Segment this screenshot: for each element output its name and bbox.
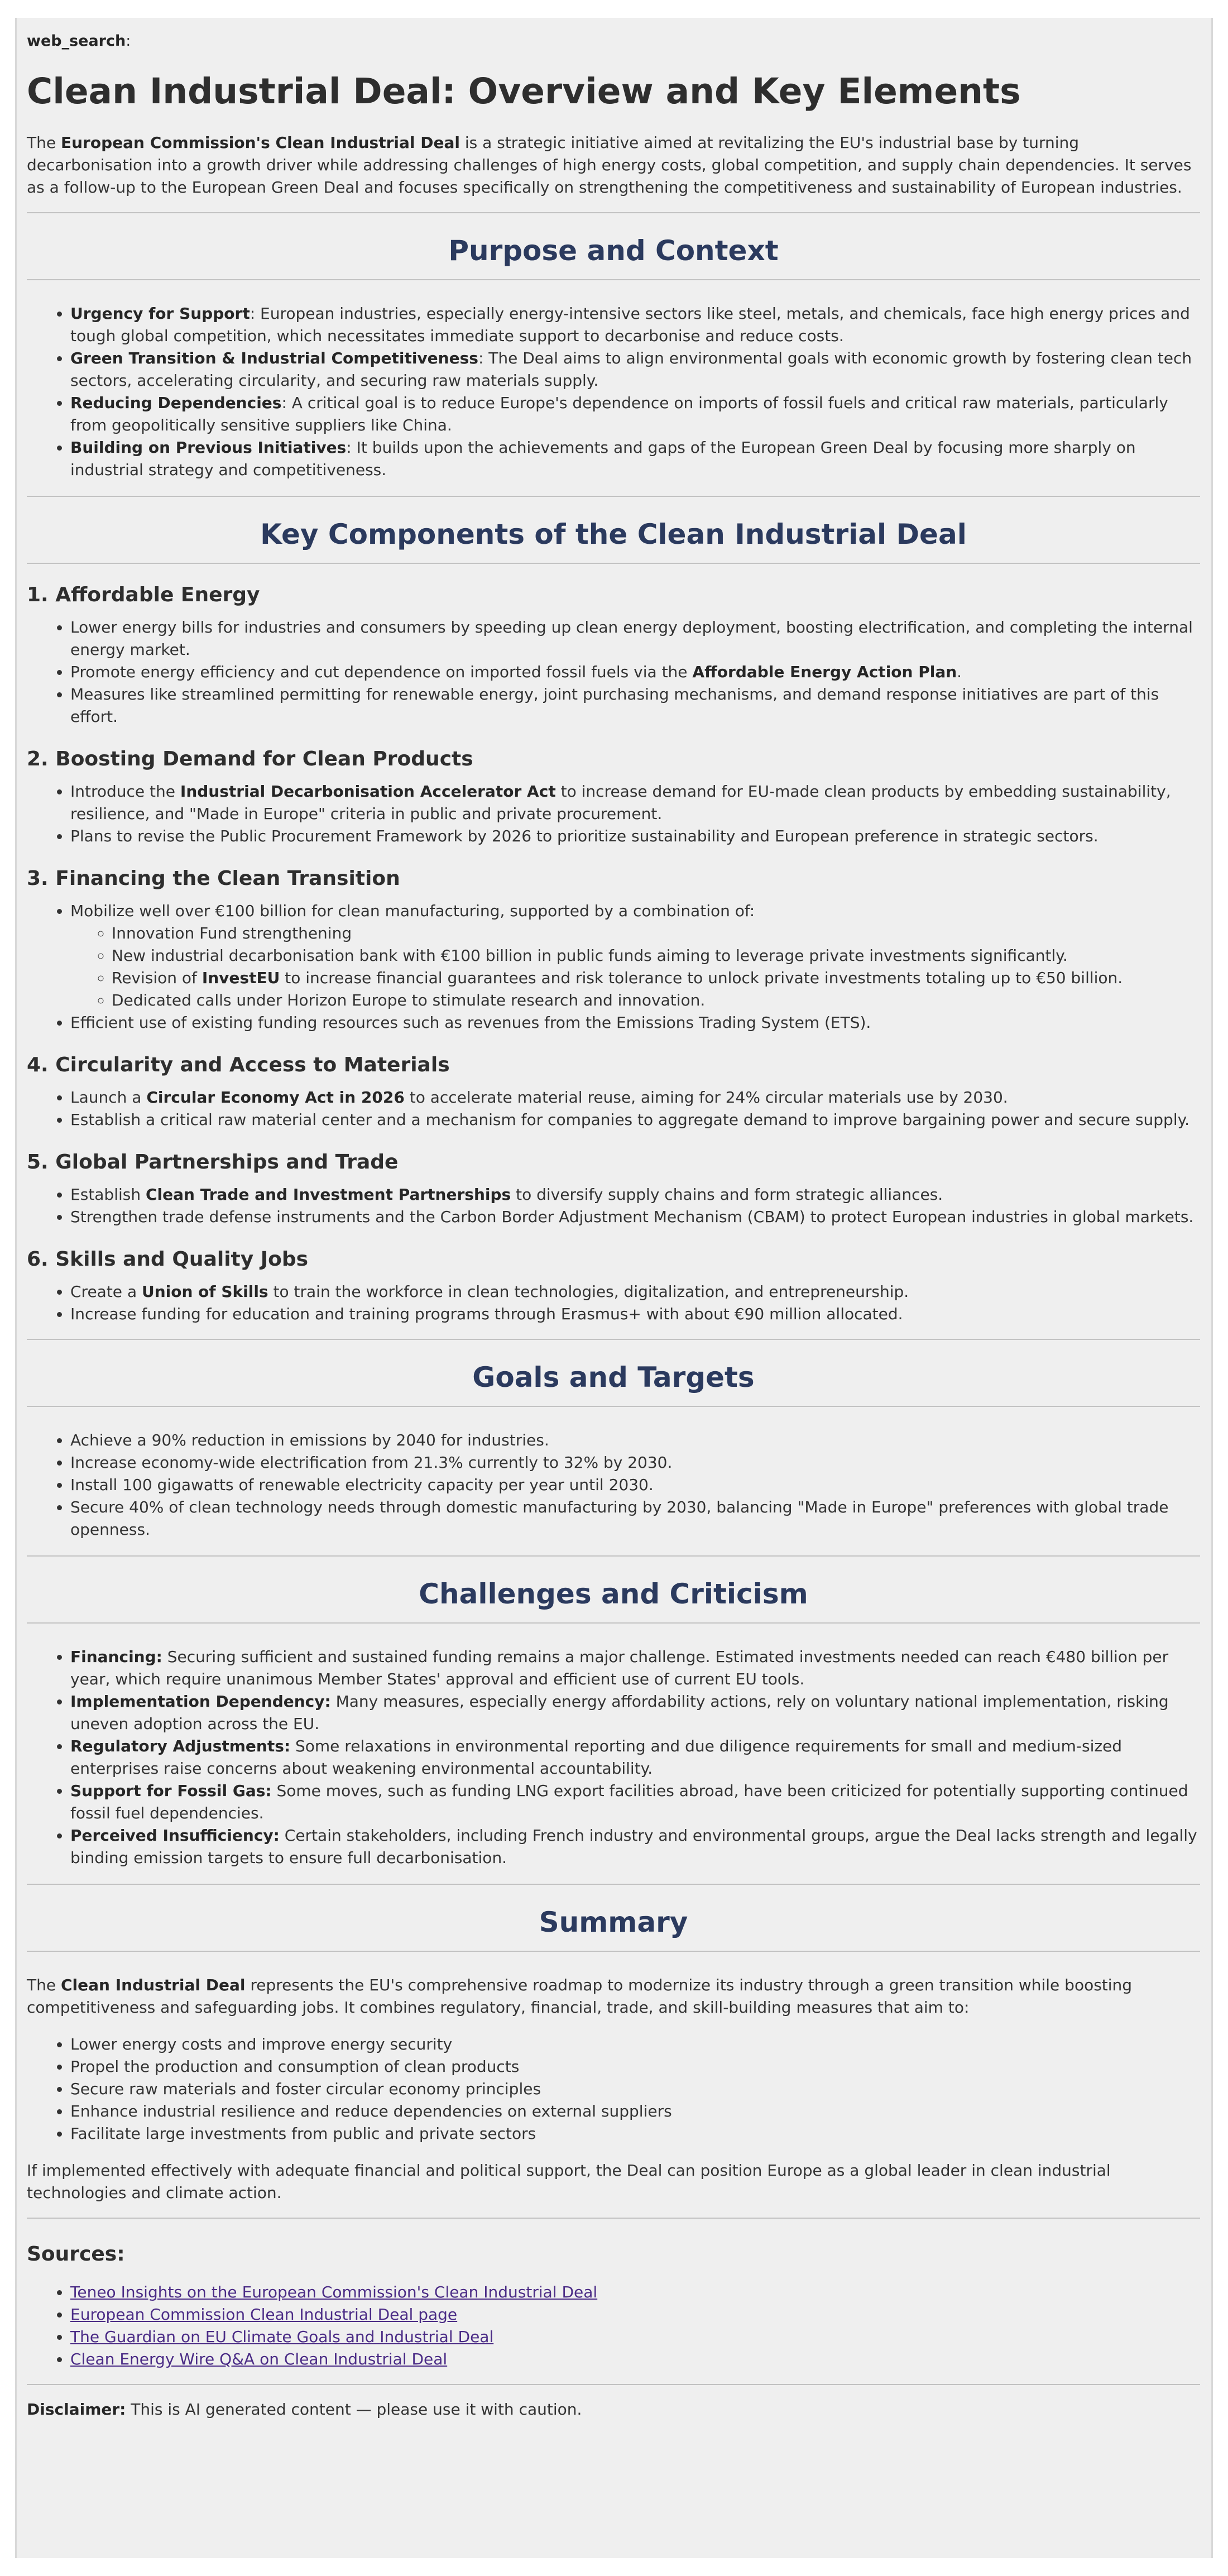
item-text: Create a	[70, 1282, 142, 1301]
list-item: • Increase funding for education and training programs through Erasmus+ with about €90 million allocated.	[70, 1303, 1200, 1325]
item-text: Promote energy efficiency and cut dependence on imported fossil fuels via the	[70, 663, 693, 681]
list-item: • Facilitate large investments from public and private sectors	[70, 2123, 1200, 2145]
source-item	[70, 2304, 1200, 2326]
item-term: Building on Previous Initiatives	[70, 438, 347, 457]
item-term: Green Transition & Industrial Competitiveness	[70, 349, 478, 367]
item-term: Industrial Decarbonisation Accelerator Act	[180, 782, 556, 801]
source-item	[70, 2348, 1200, 2371]
purpose-heading: Purpose and Context	[27, 213, 1200, 280]
skills-list	[27, 1281, 1200, 1325]
sub-list-item: ◦ Innovation Fund strengthening	[112, 922, 1200, 945]
list-item	[70, 661, 1200, 683]
list-item	[70, 1735, 1200, 1780]
source-link[interactable]: Clean Energy Wire Q&A on Clean Industrial Deal	[70, 2350, 448, 2368]
item-term: Affordable Energy Action Plan	[692, 663, 957, 681]
list-item: • Propel the production and consumption of clean products	[70, 2056, 1200, 2078]
energy-heading: 1. Affordable Energy	[27, 583, 260, 606]
demand-list	[27, 781, 1200, 848]
list-item	[70, 392, 1200, 437]
item-text: Launch a	[70, 1088, 147, 1107]
item-text: to increase demand for EU-made clean products by embedding sustainability, resilience, and "Made in Europe" criteria in public and private procurement.	[70, 782, 1171, 823]
sources-heading: Sources:	[27, 2243, 125, 2266]
source-link[interactable]: Teneo Insights on the European Commission's Clean Industrial Deal	[70, 2283, 598, 2301]
item-text: The	[27, 1976, 61, 1994]
disclaimer-label: Disclaimer:	[27, 2400, 126, 2419]
trade-heading: 5. Global Partnerships and Trade	[27, 1151, 399, 1174]
list-item: • Measures like streamlined permitting for renewable energy, joint purchasing mechanisms, and demand response initiatives are part of this effort.	[70, 683, 1200, 728]
list-item	[70, 1184, 1200, 1206]
item-term: Financing:	[70, 1648, 162, 1666]
intro-text: is a strategic initiative aimed at revitalizing the EU's industrial base by turning decarbonisation into a growth driver while addressing challenges of high energy costs, global competition, and supply chain dependencies. It serves as a follow-up to the European Green Deal and focuses specifically on strengthening the competitiveness and sustainability of European industries.	[27, 133, 1192, 197]
financing-heading: 3. Financing the Clean Transition	[27, 867, 400, 890]
list-item	[70, 1825, 1200, 1869]
list-item	[70, 900, 1200, 1012]
challenges-list	[27, 1646, 1200, 1869]
list-item	[70, 1691, 1200, 1735]
list-item: • Install 100 gigawatts of renewable electricity capacity per year until 2030.	[70, 1474, 1200, 1496]
intro-bold: European Commission's Clean Industrial Deal	[60, 133, 460, 152]
item-term: Urgency for Support	[70, 304, 250, 323]
source-item	[70, 2326, 1200, 2348]
item-term: Union of Skills	[142, 1282, 268, 1301]
divider	[27, 2218, 1200, 2219]
item-text: Introduce the	[70, 782, 180, 801]
source-link[interactable]: European Commission Clean Industrial Deal page	[70, 2305, 458, 2324]
list-item: • Lower energy bills for industries and consumers by speeding up clean energy deployment, boosting electrification, and completing the internal energy market.	[70, 616, 1200, 661]
tool-label-line	[27, 30, 1200, 52]
item-text: to increase financial guarantees and risk tolerance to unlock private investments totaling up to €50 billion.	[280, 969, 1123, 987]
list-item: • Establish a critical raw material center and a mechanism for companies to aggregate demand to improve bargaining power and secure supply.	[70, 1109, 1200, 1131]
intro-paragraph	[27, 132, 1200, 199]
page-title: Clean Industrial Deal: Overview and Key Elements	[27, 71, 1021, 112]
summary-intro	[27, 1974, 1200, 2019]
item-term: Support for Fossil Gas:	[70, 1782, 272, 1800]
item-term: Implementation Dependency:	[70, 1692, 331, 1711]
list-item	[70, 1646, 1200, 1691]
goals-list	[27, 1429, 1200, 1541]
item-text: : A critical goal is to reduce Europe's dependence on imports of fossil fuels and critical raw materials, particularly from geopolitically sensitive suppliers like China.	[70, 394, 1168, 434]
item-text: Some moves, such as funding LNG export facilities abroad, have been criticized for potentially supporting continued fossil fuel dependencies.	[70, 1782, 1188, 1822]
circularity-list	[27, 1086, 1200, 1131]
list-item	[70, 303, 1200, 347]
list-item	[70, 781, 1200, 825]
sources-list	[27, 2281, 1200, 2371]
item-text: Securing sufficient and sustained funding remains a major challenge. Estimated investments needed can reach €480 billion per year, which require unanimous Member States' approval and efficient use of current EU tools.	[70, 1648, 1169, 1688]
item-text: to train the workforce in clean technologies, digitalization, and entrepreneurship.	[268, 1282, 909, 1301]
list-item	[70, 347, 1200, 392]
list-item	[70, 1780, 1200, 1825]
item-term: InvestEU	[202, 969, 280, 987]
trade-list	[27, 1184, 1200, 1228]
sub-list-item: ◦ New industrial decarbonisation bank with €100 billion in public funds aiming to leverage private investments significantly.	[112, 945, 1200, 967]
goals-heading: Goals and Targets	[27, 1340, 1200, 1407]
tool-label-colon: :	[126, 32, 131, 50]
skills-heading: 6. Skills and Quality Jobs	[27, 1248, 309, 1271]
item-text: Some relaxations in environmental reporting and due diligence requirements for small and medium-sized enterprises raise concerns about weakening environmental accountability.	[70, 1737, 1123, 1778]
energy-list	[27, 616, 1200, 728]
summary-list	[27, 2033, 1200, 2145]
response-card	[15, 18, 1213, 2558]
item-text: : European industries, especially energy-intensive sectors like steel, metals, and chemicals, face high energy prices and tough global competition, which necessitates immediate support to decarbonise and reduce costs.	[70, 304, 1190, 345]
financing-sublist	[70, 922, 1200, 1012]
item-text: : It builds upon the achievements and gaps of the European Green Deal by focusing more sharply on industrial strategy and competitiveness.	[70, 438, 1136, 479]
source-item	[70, 2281, 1200, 2304]
list-item	[70, 1281, 1200, 1303]
list-item: • Lower energy costs and improve energy security	[70, 2033, 1200, 2056]
source-link[interactable]: The Guardian on EU Climate Goals and Industrial Deal	[70, 2328, 494, 2346]
disclaimer	[27, 2398, 1200, 2421]
item-term: Clean Trade and Investment Partnerships	[145, 1185, 511, 1204]
disclaimer-text: This is AI generated content — please use it with caution.	[126, 2400, 582, 2419]
list-item: • Enhance industrial resilience and reduce dependencies on external suppliers	[70, 2100, 1200, 2123]
item-term: Regulatory Adjustments:	[70, 1737, 291, 1755]
components-heading: Key Components of the Clean Industrial Deal	[27, 497, 1200, 564]
list-item	[70, 437, 1200, 481]
summary-heading: Summary	[27, 1885, 1200, 1952]
item-text: Many measures, especially energy affordability actions, rely on voluntary national implementation, risking uneven adoption across the EU.	[70, 1692, 1169, 1733]
item-term: Clean Industrial Deal	[60, 1976, 246, 1994]
item-text: to accelerate material reuse, aiming for 24% circular materials use by 2030.	[404, 1088, 1008, 1107]
item-text: represents the EU's comprehensive roadmap to modernize its industry through a green transition while boosting competitiveness and safeguarding jobs. It combines regulatory, financial, trade, and skill-building measures that aim to:	[27, 1976, 1133, 2017]
sub-list-item	[112, 967, 1200, 989]
challenges-heading: Challenges and Criticism	[27, 1557, 1200, 1624]
item-term: Circular Economy Act in 2026	[146, 1088, 405, 1107]
list-item: • Achieve a 90% reduction in emissions by 2040 for industries.	[70, 1429, 1200, 1452]
item-text: Certain stakeholders, including French industry and environmental groups, argue the Deal lacks strength and legally binding emission targets to ensure full decarbonisation.	[70, 1826, 1197, 1867]
item-text: to diversify supply chains and form strategic alliances.	[511, 1185, 943, 1204]
item-text: Mobilize well over €100 billion for clean manufacturing, supported by a combination of:	[70, 902, 755, 920]
demand-heading: 2. Boosting Demand for Clean Products	[27, 748, 473, 770]
summary-closing: If implemented effectively with adequate financial and political support, the Deal can position Europe as a global leader in clean industrial technologies and climate action.	[27, 2161, 1111, 2202]
list-item: • Plans to revise the Public Procurement Framework by 2026 to prioritize sustainability and European preference in strategic sectors.	[70, 825, 1200, 848]
item-term: Perceived Insufficiency:	[70, 1826, 280, 1845]
list-item: • Secure 40% of clean technology needs through domestic manufacturing by 2030, balancing "Made in Europe" preferences with global trade openness.	[70, 1496, 1200, 1541]
sub-list-item: ◦ Dedicated calls under Horizon Europe to stimulate research and innovation.	[112, 989, 1200, 1012]
financing-list	[27, 900, 1200, 1034]
list-item: • Efficient use of existing funding resources such as revenues from the Emissions Trading System (ETS).	[70, 1012, 1200, 1034]
intro-text: The	[27, 133, 61, 152]
tool-label: web_search	[27, 32, 126, 50]
item-term: Reducing Dependencies	[70, 394, 282, 412]
list-item: • Increase economy-wide electrification from 21.3% currently to 32% by 2030.	[70, 1452, 1200, 1474]
list-item: • Strengthen trade defense instruments and the Carbon Border Adjustment Mechanism (CBAM) to protect European industries in global markets.	[70, 1206, 1200, 1228]
circularity-heading: 4. Circularity and Access to Materials	[27, 1054, 450, 1076]
item-text: Establish	[70, 1185, 146, 1204]
item-text: : The Deal aims to align environmental goals with economic growth by fostering clean tech sectors, accelerating circularity, and securing raw materials supply.	[70, 349, 1192, 390]
divider	[27, 2384, 1200, 2385]
item-text: Revision of	[112, 969, 202, 987]
purpose-list	[27, 303, 1200, 481]
list-item: • Secure raw materials and foster circular economy principles	[70, 2078, 1200, 2100]
list-item	[70, 1086, 1200, 1109]
item-text: .	[957, 663, 962, 681]
